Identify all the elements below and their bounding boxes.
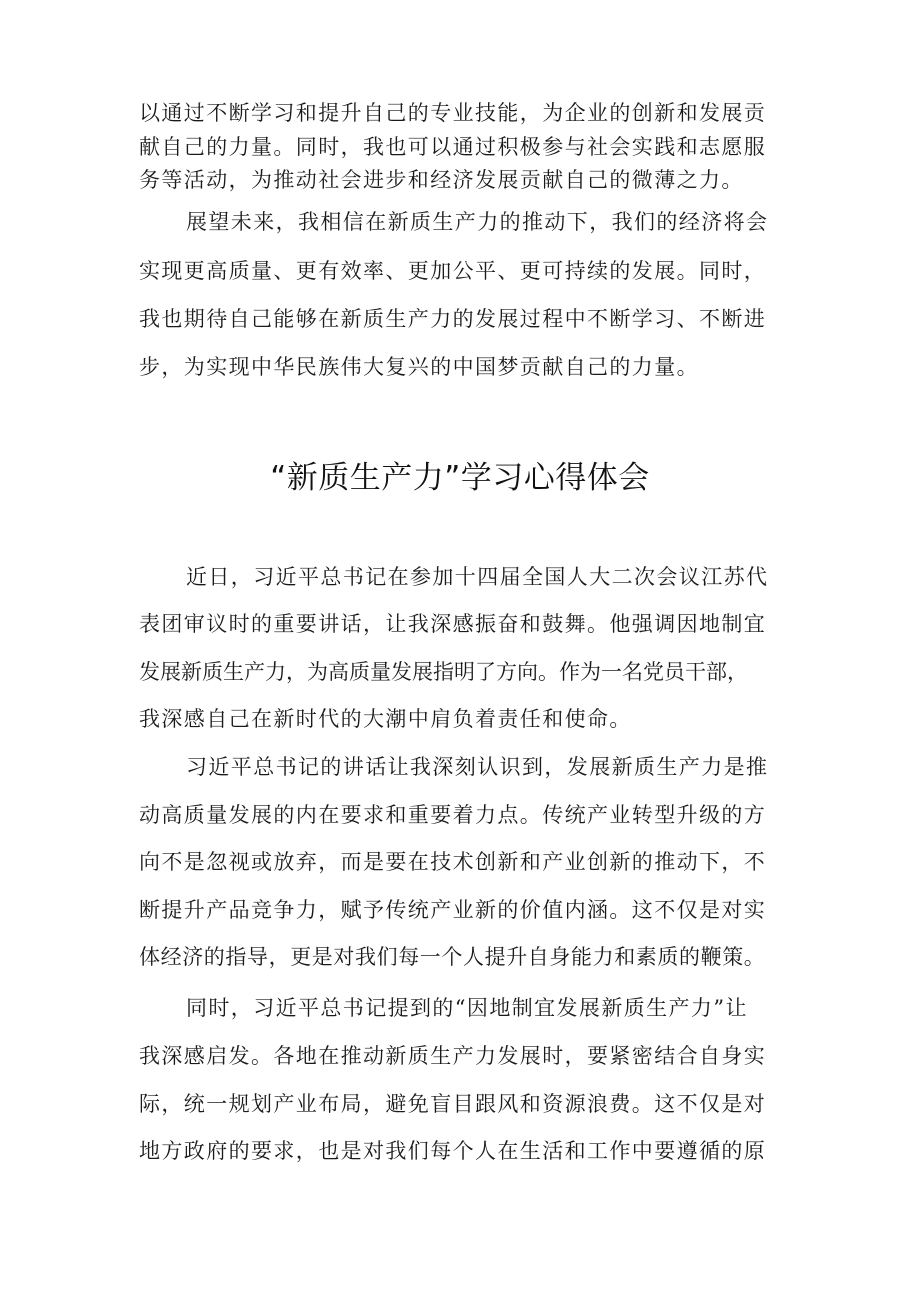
text-line: 实现更高质量、更有效率、更加公平、更可持续的发展。同时， [139,259,767,283]
text-line: 动高质量发展的内在要求和重要着力点。传统产业转型升级的方 [139,803,767,827]
text-line: 以通过不断学习和提升自己的专业技能，为企业的创新和发展贡 [139,101,767,125]
text-line: 我深感自己在新时代的大潮中肩负着责任和使命。 [139,707,632,731]
text-line: 向不是忽视或放弃，而是要在技术创新和产业创新的推动下，不 [139,850,767,874]
text-line: 献自己的力量。同时，我也可以通过积极参与社会实践和志愿服 [139,135,767,159]
text-line: 地方政府的要求，也是对我们每个人在生活和工作中要遵循的原 [139,1139,767,1163]
text-line: 务等活动，为推动社会进步和经济发展贡献自己的微薄之力。 [139,168,744,192]
paragraph-first-line: 近日，习近平总书记在参加十四届全国人大二次会议江苏代 [186,565,769,589]
paragraph-first-line: 习近平总书记的讲话让我深刻认识到，发展新质生产力是推 [186,755,769,779]
text-line: 表团审议时的重要讲话，让我深感振奋和鼓舞。他强调因地制宜 [139,612,767,636]
text-line: 我也期待自己能够在新质生产力的发展过程中不断学习、不断进 [139,307,767,331]
document-title: “新质生产力”学习心得体会 [270,460,650,496]
text-line: 断提升产品竞争力，赋予传统产业新的价值内涵。这不仅是对实 [139,898,767,922]
text-line: 发展新质生产力，为高质量发展指明了方向。作为一名党员干部， [139,660,748,684]
paragraph-first-line: 同时，习近平总书记提到的“因地制宜发展新质生产力”让 [186,996,748,1020]
text-line: 步，为实现中华民族伟大复兴的中国梦贡献自己的力量。 [139,355,699,379]
text-line: 体经济的指导，更是对我们每一个人提升自身能力和素质的鞭策。 [139,945,766,969]
text-line: 际，统一规划产业布局，避免盲目跟风和资源浪费。这不仅是对 [139,1092,767,1116]
text-line: 我深感启发。各地在推动新质生产力发展时，要紧密结合自身实 [139,1044,767,1068]
paragraph-first-line: 展望未来，我相信在新质生产力的推动下，我们的经济将会 [186,210,769,234]
